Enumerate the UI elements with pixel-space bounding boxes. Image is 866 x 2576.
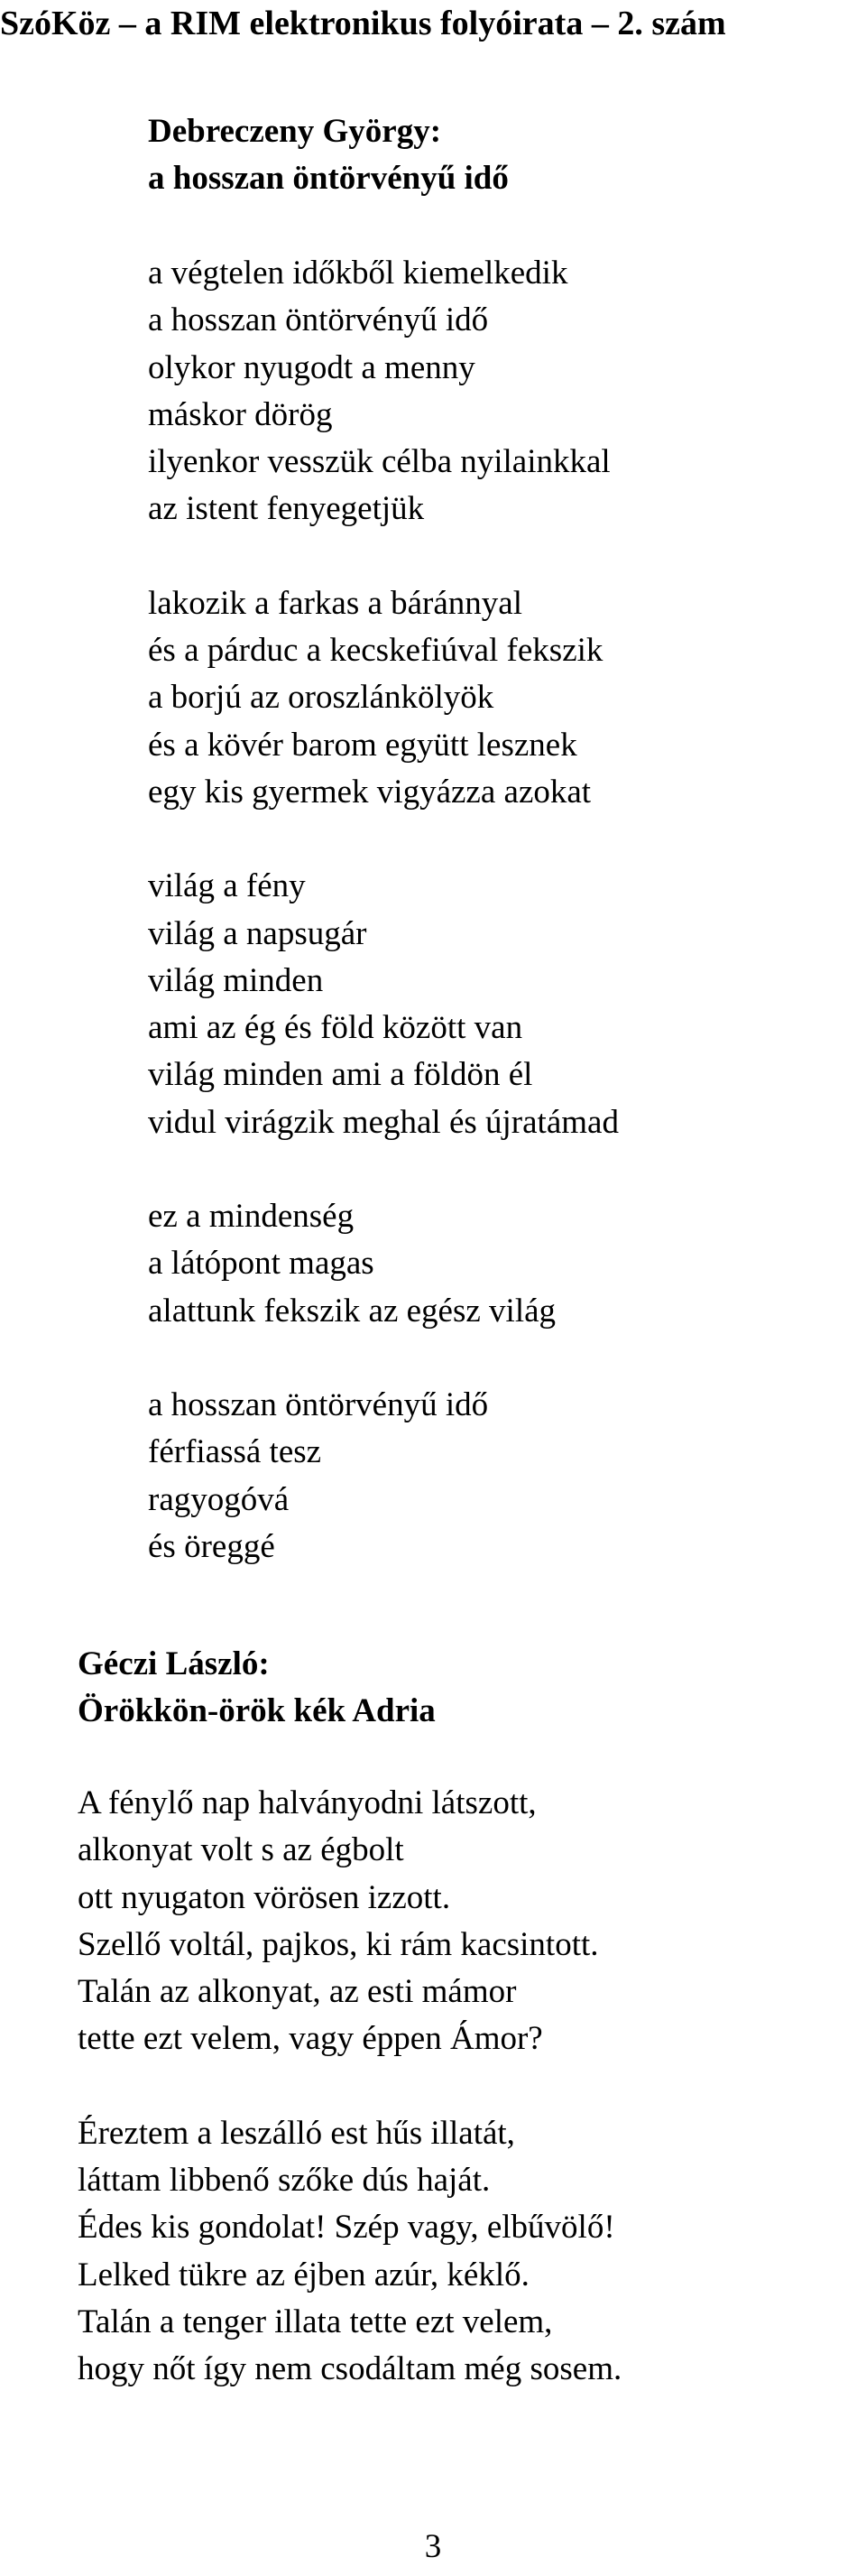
stanza-2 [148, 580, 619, 816]
poem-line: A fénylő nap halványodni látszott, [78, 1784, 537, 1821]
poem-line: alattunk fekszik az egész világ [148, 1292, 557, 1330]
poem-line: világ a fény [148, 867, 306, 905]
poem-line: az istent fenyegetjük [148, 490, 425, 528]
poem-line: Éreztem a leszálló est hűs illatát, [78, 2114, 515, 2152]
page-number: 3 [424, 2528, 442, 2565]
poem-line: világ minden [148, 961, 324, 999]
poem-line: ott nyugaton vörösen izzott. [78, 1878, 451, 1916]
poem-line: alkonyat volt s az égbolt [78, 1831, 404, 1869]
poem-line: a borjú az oroszlánkölyök [148, 679, 494, 717]
poem-author: Géczi László: [78, 1645, 270, 1682]
poem-line: láttam libbenő szőke dús haját. [78, 2162, 491, 2200]
poem-line: ez a mindenség [148, 1198, 355, 1236]
poem-line: Talán az alkonyat, az esti mámor [78, 1973, 517, 2011]
poem-line: hogy nőt így nem csodáltam még sosem. [78, 2350, 622, 2388]
poem-line: világ a napsugár [148, 914, 367, 952]
poem-line: a hosszan öntörvényű idő [148, 1385, 489, 1423]
journal-header: SzóKöz – a RIM elektronikus folyóirata – 2. szám [0, 5, 726, 42]
poem-debreczeny [148, 108, 619, 1617]
stanza-5 [148, 1382, 619, 1571]
poem-line: világ minden ami a földön él [148, 1056, 533, 1094]
poem-line: ami az ég és föld között van [148, 1009, 523, 1047]
poem-line: és öreggé [148, 1527, 275, 1565]
poem-line: vidul virágzik meghal és újratámad [148, 1103, 619, 1141]
poem-line: és a párduc a kecskefiúval fekszik [148, 632, 603, 670]
stanza-2 [78, 2110, 622, 2394]
stanza-3 [148, 863, 619, 1146]
poem-line: olykor nyugodt a menny [148, 348, 475, 386]
poem-geczi [78, 1641, 622, 2441]
poem-line: férfiassá tesz [148, 1433, 322, 1471]
poem-line: lakozik a farkas a báránnyal [148, 584, 523, 622]
poem-title: a hosszan öntörvényű idő [148, 160, 509, 197]
poem-line: Lelked tükre az éjben azúr, kéklő. [78, 2256, 530, 2293]
poem-title-block [78, 1641, 622, 1735]
poem-line: egy kis gyermek vigyázza azokat [148, 773, 592, 811]
poem-title: Örökkön-örök kék Adria [78, 1692, 436, 1729]
poem-line: a hosszan öntörvényű idő [148, 301, 489, 339]
poem-line: ilyenkor vesszük célba nyilainkkal [148, 443, 611, 481]
poem-line: Szellő voltál, pajkos, ki rám kacsintott. [78, 1925, 599, 1963]
poem-line: ragyogóvá [148, 1480, 290, 1518]
poem-line: a látópont magas [148, 1245, 374, 1283]
poem-line: tette ezt velem, vagy éppen Ámor? [78, 2020, 543, 2058]
poem-line: Talán a tenger illata tette ezt velem, [78, 2303, 553, 2340]
stanza-4 [148, 1193, 619, 1335]
poem-line: a végtelen időkből kiemelkedik [148, 255, 568, 292]
poem-title-block [148, 108, 619, 202]
stanza-1 [78, 1780, 622, 2063]
poem-line: és a kövér barom együtt lesznek [148, 726, 577, 764]
stanza-1 [148, 250, 619, 533]
poem-line: máskor dörög [148, 395, 333, 433]
poem-author: Debreczeny György: [148, 113, 442, 150]
poem-line: Édes kis gondolat! Szép vagy, elbűvölő! [78, 2209, 615, 2247]
